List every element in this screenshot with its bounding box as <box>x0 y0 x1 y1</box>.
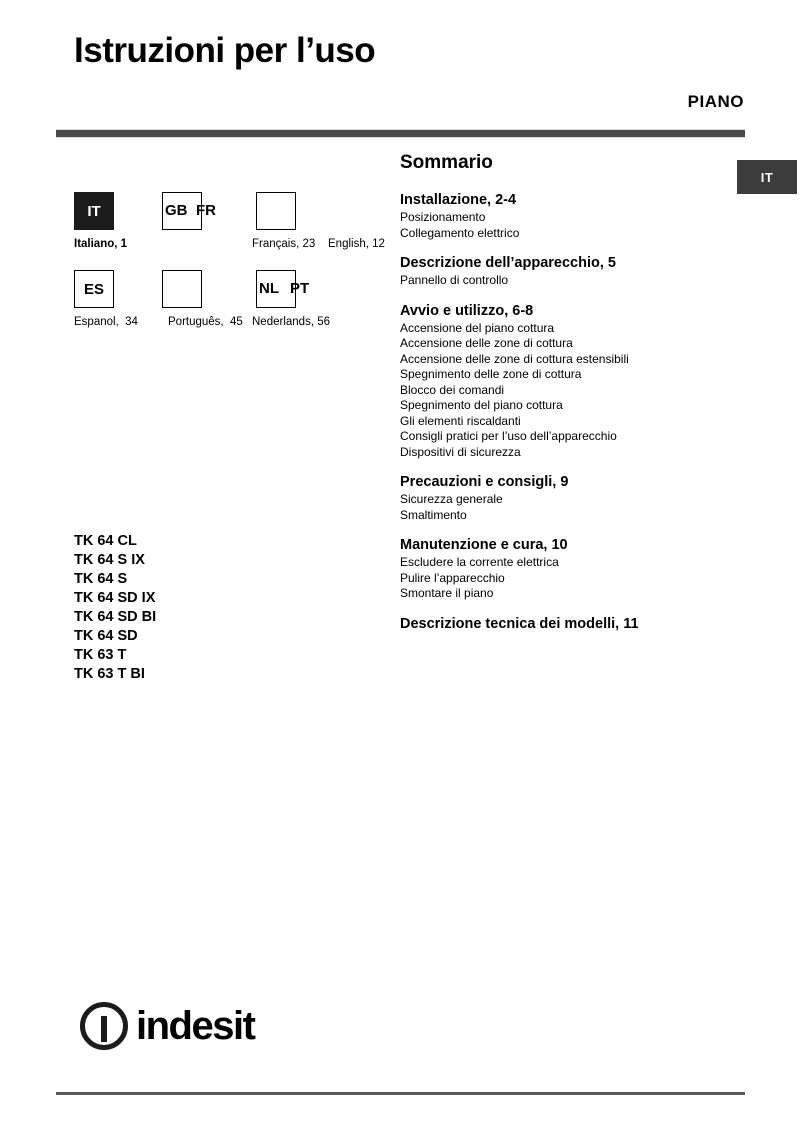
toc-heading[interactable]: Installazione, 2-4 <box>400 192 517 208</box>
toc-heading[interactable]: Descrizione dell’apparecchio, 5 <box>400 255 616 271</box>
toc-item[interactable]: Accensione del piano cottura <box>400 320 555 335</box>
toc-title: Sommario <box>400 152 493 173</box>
language-label-pt <box>168 316 243 328</box>
language-name-pt: Português, <box>168 316 224 328</box>
product-category-label: PIANO <box>687 92 744 111</box>
language-label-es <box>74 316 138 328</box>
language-name-gb: English, <box>328 238 369 250</box>
toc-item[interactable]: Dispositivi di sicurezza <box>400 444 521 459</box>
toc-item[interactable]: Sicurezza generale <box>400 492 503 506</box>
model-item: TK 64 S <box>74 571 128 587</box>
language-name-it: Italiano, <box>74 238 118 250</box>
toc-item[interactable]: Pulire l’apparecchio <box>400 570 505 585</box>
flag-box-it: IT <box>74 192 114 230</box>
language-label-fr <box>252 238 315 250</box>
model-list <box>74 532 156 684</box>
language-page-pt: 45 <box>230 316 243 328</box>
language-page-es: 34 <box>125 316 138 328</box>
language-page-fr: 23 <box>302 238 316 250</box>
model-item: TK 64 S IX <box>74 552 145 568</box>
flag-box-fr <box>256 192 296 230</box>
flag-code-gb: GB <box>165 202 188 219</box>
indesit-mark-icon <box>80 1002 128 1050</box>
toc-heading[interactable]: Avvio e utilizzo, 6-8 <box>400 302 534 319</box>
header-divider <box>56 129 745 138</box>
toc-heading[interactable]: Manutenzione e cura, 10 <box>400 537 568 553</box>
language-name-fr: Français, <box>252 238 300 250</box>
toc-item[interactable]: Accensione delle zone di cottura estensibili <box>400 351 629 366</box>
toc-item[interactable]: Pannello di controllo <box>400 273 509 287</box>
toc-group-manutenzione <box>400 537 730 602</box>
model-item: TK 63 T <box>74 647 127 663</box>
toc-item[interactable]: Gli elementi riscaldanti <box>400 413 521 428</box>
language-index <box>74 192 404 348</box>
model-item: TK 63 T BI <box>74 666 145 682</box>
model-item: TK 64 CL <box>74 533 137 549</box>
model-item: TK 64 SD <box>74 628 138 644</box>
language-page-nl: 56 <box>317 316 331 328</box>
toc-item[interactable]: Posizionamento <box>400 210 486 224</box>
flag-code-fr: FR <box>196 202 216 219</box>
language-page-gb: 12 <box>372 238 385 250</box>
toc-item[interactable]: Spegnimento del piano cottura <box>400 398 563 412</box>
toc-item[interactable]: Spegnimento delle zone di cottura <box>400 367 582 381</box>
toc-group-avvio <box>400 303 730 461</box>
brand-logo <box>80 1002 254 1050</box>
toc-group-descrizione <box>400 255 730 289</box>
flag-code-pt: PT <box>290 280 310 297</box>
language-name-nl: Nederlands, <box>252 316 315 328</box>
toc-group-installazione <box>400 192 730 241</box>
flag-box-es: ES <box>74 270 114 308</box>
language-label-nl <box>252 316 330 328</box>
model-item: TK 64 SD IX <box>74 590 156 606</box>
language-label-it <box>74 238 127 250</box>
toc-group-descrizione-tecnica <box>400 616 730 632</box>
language-page-it: 1 <box>120 238 128 250</box>
page-title: Istruzioni per l’uso <box>74 31 376 70</box>
toc-item[interactable]: Smaltimento <box>400 507 467 522</box>
toc-item[interactable]: Consigli pratici per l’uso dell’apparecchio <box>400 429 617 443</box>
language-label-gb <box>328 238 385 250</box>
toc-heading[interactable]: Descrizione tecnica dei modelli, 11 <box>400 615 639 632</box>
footer-divider <box>56 1092 745 1095</box>
toc-group-precauzioni <box>400 474 730 523</box>
language-row-2 <box>74 270 404 348</box>
toc-item[interactable]: Blocco dei comandi <box>400 382 505 397</box>
toc-heading[interactable]: Precauzioni e consigli, 9 <box>400 474 569 490</box>
toc-item[interactable]: Collegamento elettrico <box>400 225 520 240</box>
flag-code-nl: NL <box>259 280 279 297</box>
language-row-1 <box>74 192 404 270</box>
language-tab-it: IT <box>737 160 797 194</box>
table-of-contents <box>400 152 730 646</box>
toc-item[interactable]: Accensione delle zone di cottura <box>400 336 573 350</box>
model-item: TK 64 SD BI <box>74 609 157 625</box>
language-name-es: Espanol, <box>74 316 119 328</box>
flag-box-pt <box>162 270 202 308</box>
toc-item[interactable]: Escludere la corrente elettrica <box>400 555 559 569</box>
brand-name: indesit <box>136 1003 255 1048</box>
toc-item[interactable]: Smontare il piano <box>400 586 494 600</box>
